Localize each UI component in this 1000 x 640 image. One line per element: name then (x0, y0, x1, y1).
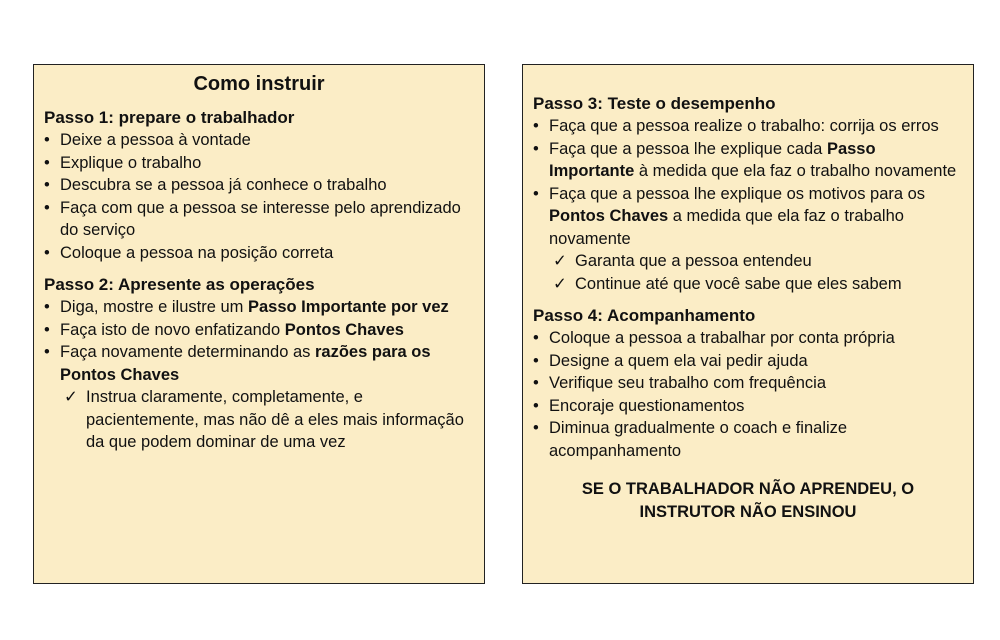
list-item: • Explique o trabalho (44, 152, 474, 175)
check-item: ✓ Garanta que a pessoa entendeu (533, 250, 963, 273)
list-item (44, 341, 474, 386)
list-item (533, 183, 963, 251)
step-1-list (44, 129, 474, 264)
check-item: ✓ Continue até que você sabe que eles sabem (533, 273, 963, 296)
check-item: ✓ Instrua claramente, completamente, e pacientemente, mas não dê a eles mais informação da que podem dominar de uma vez (44, 386, 474, 454)
list-item: • Descubra se a pessoa já conhece o trabalho (44, 174, 474, 197)
item-emphasis: Pontos Chaves (549, 207, 669, 225)
list-item: • Coloque a pessoa na posição correta (44, 242, 474, 265)
item-text: Faça isto de novo enfatizando (60, 320, 285, 339)
panel-title: Como instruir (193, 73, 325, 95)
item-emphasis: razões para os Pontos Chaves (60, 343, 431, 384)
item-text: Faça que a pessoa lhe explique cada (549, 139, 827, 158)
item-emphasis: Passo Importante (549, 139, 876, 180)
left-panel (33, 64, 485, 584)
list-item: • Diminua gradualmente o coach e finalize acompanhamento (533, 417, 963, 462)
step-2-heading: Passo 2: Apresente as operações (44, 275, 315, 294)
list-item (44, 319, 474, 342)
list-item: • Coloque a pessoa a trabalhar por conta própria (533, 327, 963, 350)
list-item: • Faça com que a pessoa se interesse pelo aprendizado do serviço (44, 197, 474, 242)
list-item: • Deixe a pessoa à vontade (44, 129, 474, 152)
step-1-heading: Passo 1: prepare o trabalhador (44, 108, 295, 127)
step-2-section (44, 274, 474, 454)
step-2-list (44, 296, 474, 454)
item-text: a medida que ela faz o trabalho novamente (549, 207, 904, 248)
item-text: Faça novamente determinando as (60, 343, 315, 361)
step-3-heading: Passo 3: Teste o desempenho (533, 94, 776, 113)
item-text: Faça que a pessoa lhe explique os motivos para os (549, 184, 926, 203)
right-panel (522, 64, 974, 584)
footer-message: SE O TRABALHADOR NÃO APRENDEU, O INSTRUTOR NÃO ENSINOU (581, 480, 915, 521)
item-text: à medida que ela faz o trabalho novamente (634, 162, 957, 180)
list-item: • Faça que a pessoa realize o trabalho: corrija os erros (533, 115, 963, 138)
step-4-heading: Passo 4: Acompanhamento (533, 306, 756, 325)
list-item: • Verifique seu trabalho com frequência (533, 372, 963, 395)
item-emphasis: Passo Importante por vez (247, 298, 449, 316)
step-3-section (533, 93, 963, 295)
step-4-list (533, 327, 963, 462)
list-item (533, 138, 963, 183)
item-text: Diga, mostre e ilustre um (60, 298, 248, 316)
step-3-list (533, 115, 963, 295)
step-1-section (44, 107, 474, 264)
step-4-section (533, 305, 963, 462)
list-item: • Encoraje questionamentos (533, 395, 963, 418)
item-emphasis: Pontos Chaves (284, 320, 404, 339)
list-item (44, 296, 474, 319)
list-item: • Designe a quem ela vai pedir ajuda (533, 350, 963, 373)
